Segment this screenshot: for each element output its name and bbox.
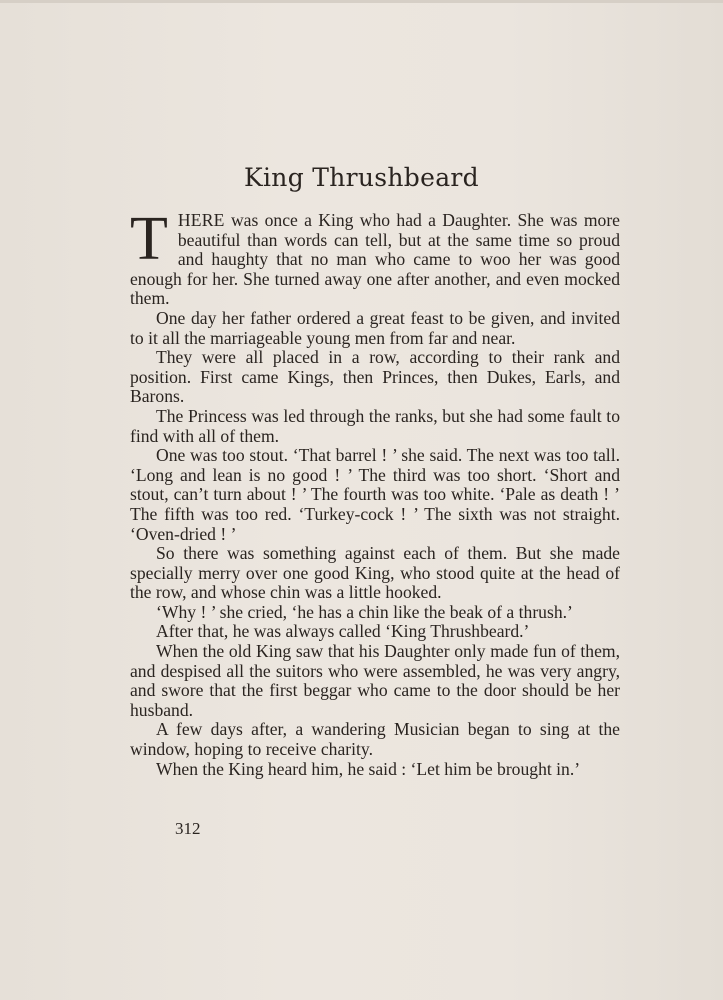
paragraph: ‘Why ! ’ she cried, ‘he has a chin like the beak of a thrush.’ — [156, 601, 573, 622]
paragraph: So there was something against each of them. But she made specially merry over one good King, who stood quite at the head of the row, and whose chin was a little hooked. — [130, 543, 620, 603]
paragraph: One day her father ordered a great feast to be given, and invited to it all the marriageable young men from far and near. — [130, 307, 620, 348]
drop-cap: T — [130, 205, 168, 273]
opening-paragraph — [130, 205, 620, 309]
paragraph: When the King heard him, he said : ‘Let him be brought in.’ — [156, 758, 581, 779]
top-edge-rule — [0, 0, 723, 3]
page-title: King Thrushbeard — [244, 163, 479, 192]
paragraph: One was too stout. ‘That barrel ! ’ she said. The next was too tall. ‘Long and lean is no good ! ’ The third was too short. ‘Short and stout, can’t turn about ! ’ The fourth was too white. ‘Pale as death ! ’ The fifth was too red. ‘Turkey-cock ! ’ The sixth was not straight. ‘Oven-dried ! ’ — [130, 445, 620, 544]
opening-text: was once a King who had a Daughter. She was more beautiful than words can tell, but at the same time so proud and haughty that no man who came to woo her was good enough for her. She turned away one after another, and even mocked them. — [130, 210, 620, 309]
story-text — [130, 205, 620, 779]
page-number: 312 — [175, 819, 201, 838]
paragraph: The Princess was led through the ranks, but she had some fault to find with all of them. — [130, 405, 620, 446]
paragraph: A few days after, a wandering Musician began to sing at the window, hoping to receive charity. — [130, 719, 620, 760]
opening-small-caps: HERE — [177, 210, 225, 230]
paragraph: They were all placed in a row, according to their rank and position. First came Kings, then Princes, then Dukes, Earls, and Barons. — [130, 347, 620, 407]
paragraph: After that, he was always called ‘King Thrushbeard.’ — [156, 621, 530, 642]
paragraph: When the old King saw that his Daughter only made fun of them, and despised all the suitors who were assembled, he was very angry, and swore that the first beggar who came to the door should be her husband. — [130, 641, 620, 720]
